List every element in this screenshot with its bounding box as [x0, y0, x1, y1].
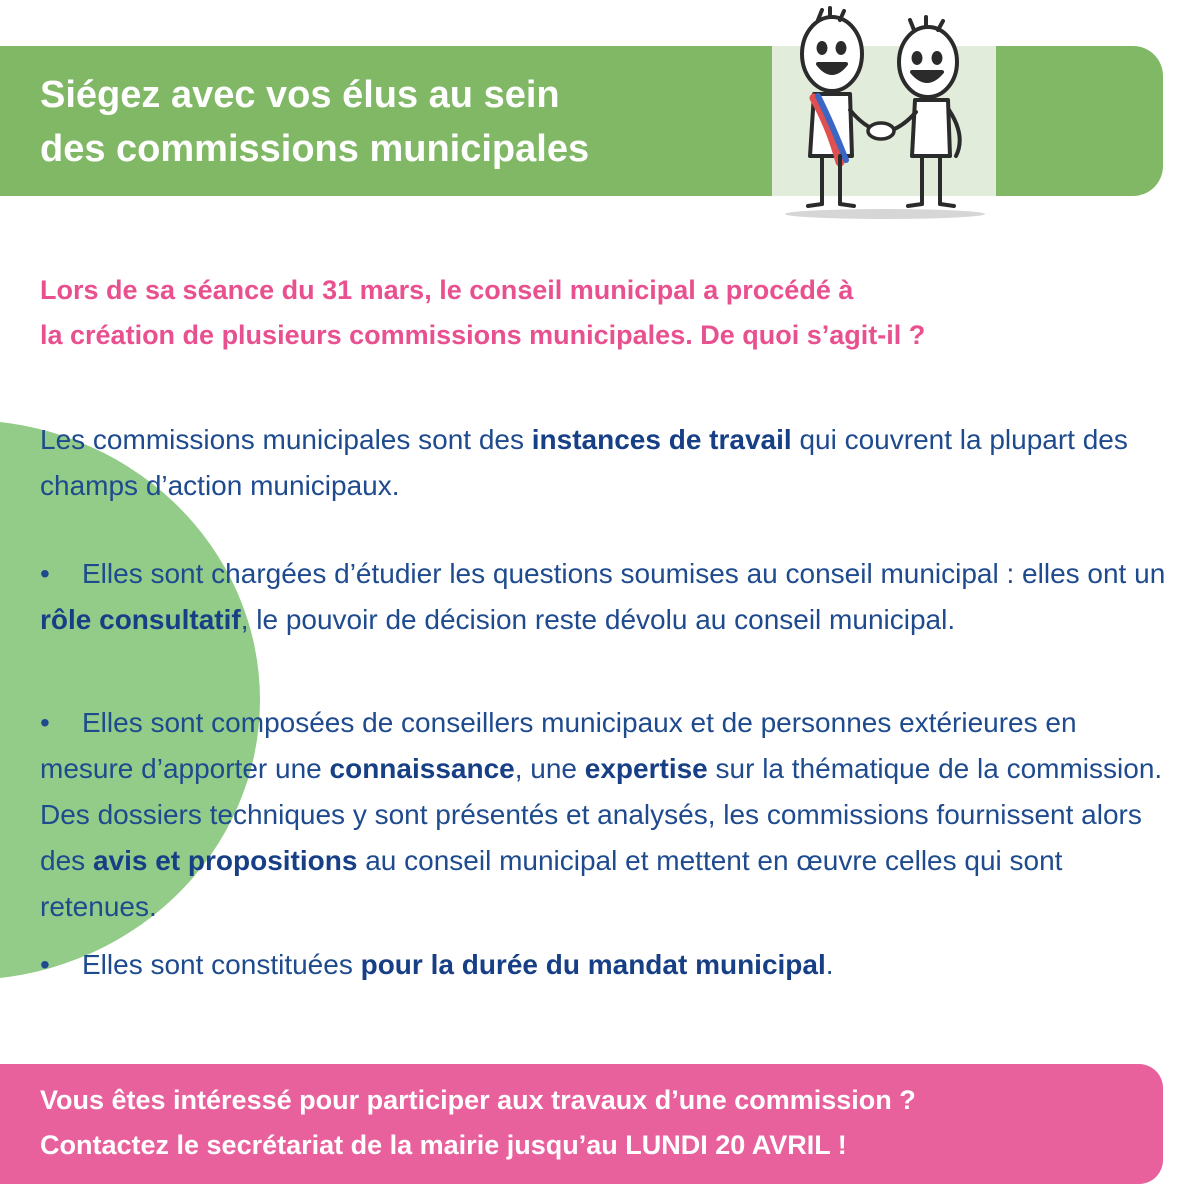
bullet-text: , une	[514, 753, 585, 784]
bullet-text: Elles sont composées de conseillers municipaux et de personnes extérieures en mesure d’apporter une	[40, 707, 1077, 784]
bullet-dot: •	[40, 558, 50, 589]
intro-line-2: la création de plusieurs commissions municipales. De quoi s’agit-il ?	[40, 320, 926, 350]
bullet-emphasis: pour la durée du mandat municipal	[360, 949, 826, 980]
handshake	[868, 123, 894, 139]
bullet-emphasis: rôle consultatif	[40, 604, 241, 635]
intro-text	[40, 268, 1160, 358]
right-figure	[884, 17, 960, 206]
paragraph-text: qui couvrent la plupart des champs d’action municipaux.	[40, 424, 1128, 501]
bullet-item	[40, 551, 1170, 643]
cta-line-2: Contactez le secrétariat de la mairie jusqu’au LUNDI 20 AVRIL !	[40, 1130, 847, 1160]
bullet-text: au conseil municipal et mettent en œuvre celles qui sont retenues.	[40, 845, 1063, 922]
bullet-item	[40, 700, 1170, 930]
bullet-item	[40, 942, 1170, 988]
bullet-text: , le pouvoir de décision reste dévolu au conseil municipal.	[240, 604, 956, 635]
handshake-illustration	[770, 6, 1000, 226]
description-paragraph	[40, 417, 1170, 509]
intro-line-1: Lors de sa séance du 31 mars, le conseil municipal a procédé à	[40, 275, 854, 305]
bullet-text: .	[825, 949, 834, 980]
bullet-dot: •	[40, 949, 50, 980]
title-line-1: Siégez avec vos élus au sein	[40, 74, 560, 116]
bullet-text: sur la thématique de la commission. Des dossiers techniques y sont présentés et analysés, les commissions fournissent alors des	[40, 753, 1163, 876]
bullet-emphasis: connaissance	[329, 753, 515, 784]
title-line-2: des commissions municipales	[40, 128, 590, 170]
bullet-text: Elles sont constituées	[82, 949, 361, 980]
bullet-dot: •	[40, 707, 50, 738]
bullet-text: Elles sont chargées d’étudier les questions soumises au conseil municipal : elles ont un	[82, 558, 1166, 589]
cta-line-1: Vous êtes intéressé pour participer aux travaux d’une commission ?	[40, 1085, 916, 1115]
paragraph-text: Les commissions municipales sont des	[40, 424, 532, 455]
left-figure	[802, 8, 878, 206]
call-to-action	[40, 1078, 1150, 1168]
bullet-emphasis: expertise	[584, 753, 708, 784]
paragraph-emphasis: instances de travail	[531, 424, 792, 455]
bullet-emphasis: avis et propositions	[92, 845, 358, 876]
page-title	[40, 68, 760, 176]
